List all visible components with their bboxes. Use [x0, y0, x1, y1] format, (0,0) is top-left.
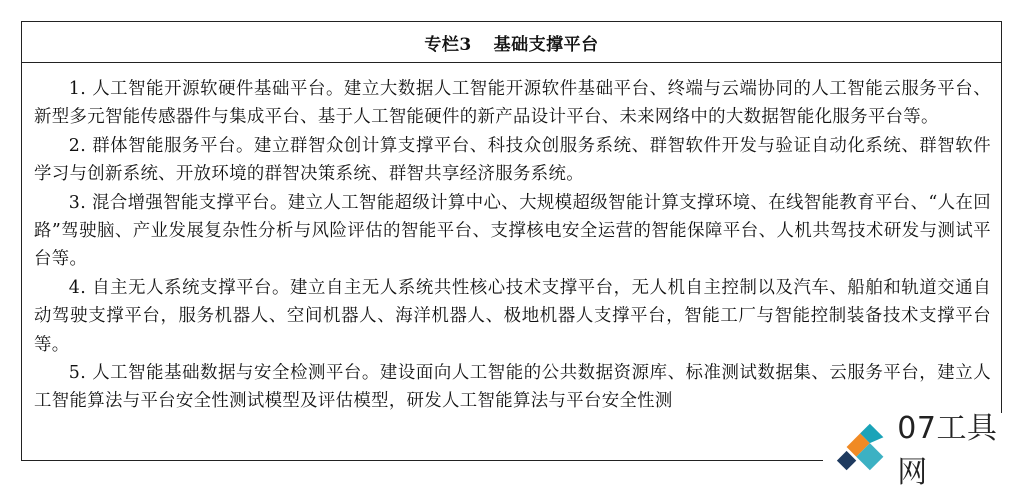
column-title	[22, 22, 1001, 63]
paragraph-2: 2. 群体智能服务平台。建立群智众创计算支撑平台、科技众创服务系统、群智软件开发与验证自动化系统、群智软件学习与创新系统、开放环境的群智决策系统、群智共享经济服务系统。	[34, 135, 991, 185]
paragraph-3: 3. 混合增强智能支撑平台。建立人工智能超级计算中心、大规模超级智能计算支撑环境、在线智能教育平台、“人在回路”驾驶脑、产业发展复杂性分析与风险评估的智能平台、支撑核电安全运营的智能保障平台、人机共驾技术研发与测试平台等。	[34, 192, 991, 270]
paragraph-4: 4. 自主无人系统支撑平台。建立自主无人系统共性核心技术支撑平台，无人机自主控制以及汽车、船舶和轨道交通自动驾驶支撑平台，服务机器人、空间机器人、海洋机器人、极地机器人支撑平台，智能工厂与智能控制装备技术支撑平台等。	[34, 277, 991, 355]
column-box	[21, 21, 1002, 461]
watermark-text: 07工具网	[897, 411, 998, 490]
watermark	[823, 411, 1024, 490]
column-number: 专栏3	[424, 34, 472, 55]
site-logo-icon	[833, 419, 887, 475]
column-heading: 基础支撑平台	[493, 34, 599, 55]
paragraph-5: 5. 人工智能基础数据与安全检测平台。建设面向人工智能的公共数据资源库、标准测试数据集、云服务平台，建立人工智能算法与平台安全性测试模型及评估模型，研发人工智能算法与平台安全性测	[34, 363, 991, 412]
paragraph-1: 1. 人工智能开源软硬件基础平台。建立大数据人工智能开源软件基础平台、终端与云端协同的人工智能云服务平台、新型多元智能传感器件与集成平台、基于人工智能硬件的新产品设计平台、未来网络中的大数据智能化服务平台等。	[34, 79, 991, 128]
column-body	[22, 63, 1001, 455]
